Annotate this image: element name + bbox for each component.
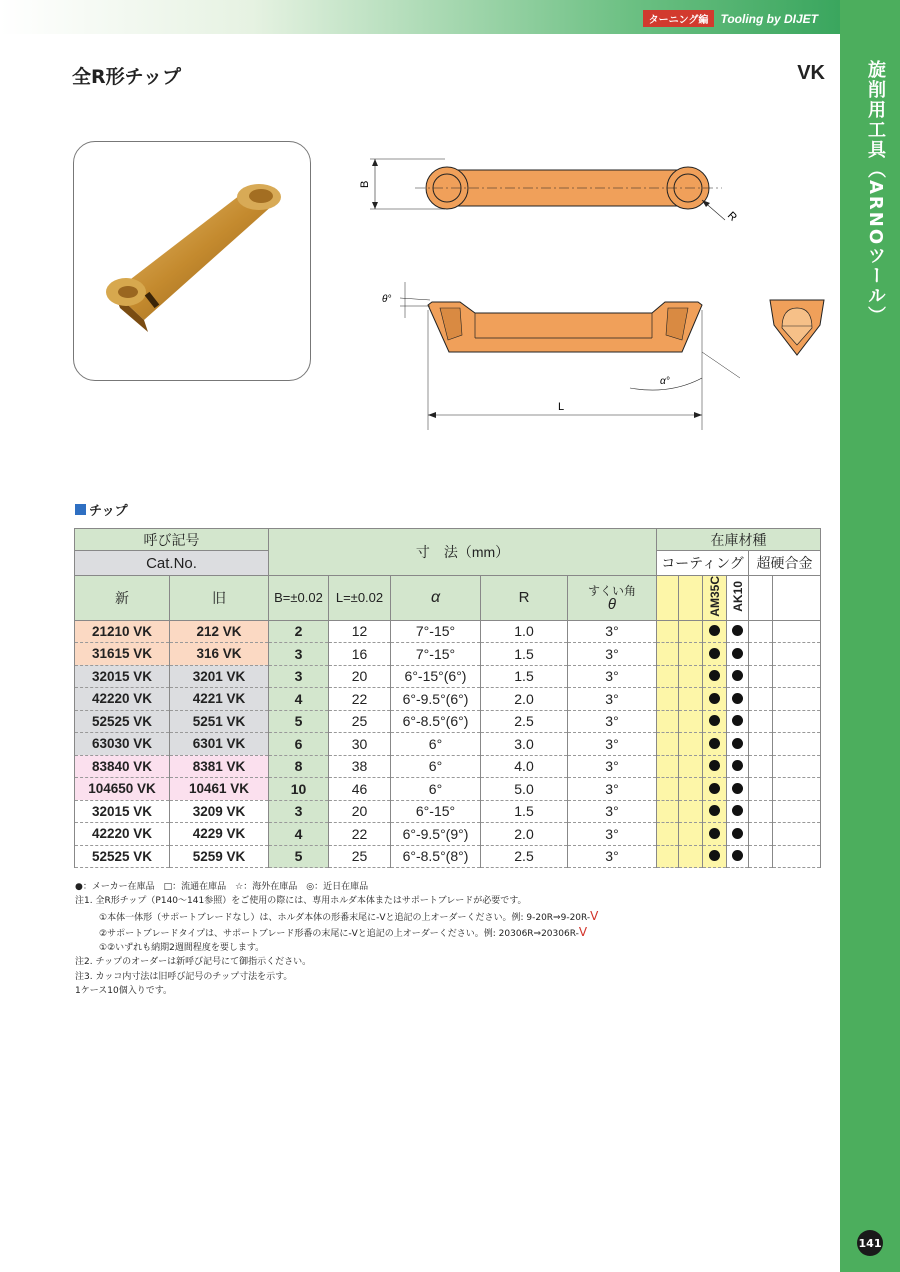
in-stock-dot (732, 670, 743, 681)
stock-cell (657, 710, 679, 733)
header-new: 新 (75, 576, 170, 621)
product-photo (73, 141, 311, 381)
cell-alpha: 6°-8.5°(6°) (391, 710, 481, 733)
cell-L: 16 (329, 643, 391, 666)
in-stock-dot (732, 850, 743, 861)
spec-table (74, 528, 821, 868)
stock-cell (679, 643, 703, 666)
legend-note: ●：メーカー在庫品 □：流通在庫品 ☆：海外在庫品 ◎：近日在庫品 (75, 882, 369, 892)
cell-alpha: 6°-9.5°(6°) (391, 688, 481, 711)
cell-alpha: 6°-15°(6°) (391, 665, 481, 688)
cell-R: 1.5 (481, 643, 568, 666)
stock-ak10 (727, 778, 749, 801)
cell-old: 3209 VK (170, 800, 269, 823)
cell-new: 63030 VK (75, 733, 170, 756)
cell-theta: 3° (568, 643, 657, 666)
in-stock-dot (709, 805, 720, 816)
stock-cell (749, 733, 773, 756)
cell-new: 52525 VK (75, 710, 170, 733)
header-R: R (481, 576, 568, 621)
cell-B: 5 (269, 845, 329, 868)
cell-new: 52525 VK (75, 845, 170, 868)
stock-am35c (703, 710, 727, 733)
cell-theta: 3° (568, 845, 657, 868)
dim-R-label: R (724, 209, 739, 224)
header-name: 呼び記号 (75, 529, 269, 551)
stock-ak10 (727, 643, 749, 666)
cell-alpha: 6° (391, 733, 481, 756)
cell-old: 212 VK (170, 620, 269, 643)
in-stock-dot (732, 738, 743, 749)
stock-cell (749, 665, 773, 688)
insert-photo-image (74, 142, 310, 380)
top-banner (0, 0, 840, 34)
cell-theta: 3° (568, 688, 657, 711)
in-stock-dot (709, 670, 720, 681)
end-view (770, 300, 824, 355)
in-stock-dot (709, 850, 720, 861)
cell-old: 8381 VK (170, 755, 269, 778)
stock-cell (657, 733, 679, 756)
stock-cell (773, 688, 821, 711)
cell-old: 5251 VK (170, 710, 269, 733)
cell-B: 5 (269, 710, 329, 733)
stock-cell (773, 733, 821, 756)
page-number: 141 (857, 1230, 883, 1256)
stock-ak10 (727, 755, 749, 778)
stock-cell (749, 800, 773, 823)
dimension-drawing (330, 140, 835, 440)
cell-new: 21210 VK (75, 620, 170, 643)
note-2: 注2. チップのオーダーは新呼び記号にて御指示ください。 (75, 957, 312, 968)
dim-L-label: L (558, 401, 565, 413)
header-catno: Cat.No. (75, 551, 269, 576)
table-body (75, 620, 821, 868)
cell-alpha: 6° (391, 778, 481, 801)
in-stock-dot (709, 738, 720, 749)
cell-new: 31615 VK (75, 643, 170, 666)
section-title: チップ (89, 504, 128, 519)
cell-B: 3 (269, 800, 329, 823)
stock-cell (657, 800, 679, 823)
header-coating: コーティング (657, 551, 749, 576)
cell-B: 10 (269, 778, 329, 801)
cell-L: 46 (329, 778, 391, 801)
cell-R: 2.5 (481, 710, 568, 733)
stock-cell (679, 665, 703, 688)
cell-B: 8 (269, 755, 329, 778)
stock-cell (749, 710, 773, 733)
cell-new: 42220 VK (75, 823, 170, 846)
cell-theta: 3° (568, 710, 657, 733)
cell-theta: 3° (568, 778, 657, 801)
stock-ak10 (727, 620, 749, 643)
stock-cell (773, 755, 821, 778)
in-stock-dot (732, 648, 743, 659)
cell-R: 1.5 (481, 800, 568, 823)
sidebar-category: 旋削用工具（ARNOツール） (865, 60, 886, 327)
header-stock: 在庫材種 (657, 529, 821, 551)
table-row (75, 800, 821, 823)
stock-cell (749, 688, 773, 711)
stock-cell (749, 620, 773, 643)
header-rake (568, 576, 657, 621)
page-title: 全R形チップ (72, 66, 182, 88)
cell-theta: 3° (568, 755, 657, 778)
stock-am35c (703, 778, 727, 801)
cell-theta: 3° (568, 800, 657, 823)
in-stock-dot (709, 783, 720, 794)
stock-cell (679, 778, 703, 801)
cell-old: 316 VK (170, 643, 269, 666)
stock-am35c (703, 800, 727, 823)
stock-cell (679, 620, 703, 643)
header-alpha: α (391, 576, 481, 621)
side-view (382, 282, 740, 430)
cell-L: 25 (329, 845, 391, 868)
table-row (75, 845, 821, 868)
cell-new: 42220 VK (75, 688, 170, 711)
stock-ak10 (727, 733, 749, 756)
note-1: 注1. 全R形チップ（P140〜141参照）をご使用の際には、専用ホルダ本体またはサポートブレードが必要です。 (75, 896, 527, 907)
stock-cell (679, 688, 703, 711)
stock-cell (657, 643, 679, 666)
stock-am35c (703, 845, 727, 868)
product-code: VK (797, 62, 825, 84)
stock-cell (657, 620, 679, 643)
note-1a: ①本体一体形（サポートブレードなし）は、ホルダ本体の形番末尾に-Vと追記の上オーダーください。例: 9-20R⇒9-20R-V (99, 908, 599, 923)
stock-ak10 (727, 823, 749, 846)
cell-R: 5.0 (481, 778, 568, 801)
cell-L: 30 (329, 733, 391, 756)
top-view (359, 159, 739, 224)
cell-alpha: 6°-8.5°(8°) (391, 845, 481, 868)
cell-L: 22 (329, 823, 391, 846)
dim-B-label: B (359, 180, 371, 188)
header-ak10: AK10 (727, 576, 749, 621)
brand-text: Tooling by DIJET (720, 11, 818, 26)
stock-cell (773, 845, 821, 868)
cell-B: 3 (269, 665, 329, 688)
in-stock-dot (732, 715, 743, 726)
stock-am35c (703, 665, 727, 688)
alpha-label: α° (660, 376, 670, 387)
cell-R: 2.0 (481, 688, 568, 711)
in-stock-dot (709, 715, 720, 726)
stock-cell (657, 755, 679, 778)
cell-B: 2 (269, 620, 329, 643)
cell-R: 1.0 (481, 620, 568, 643)
notes (75, 880, 598, 998)
cell-theta: 3° (568, 823, 657, 846)
table-row (75, 688, 821, 711)
in-stock-dot (732, 693, 743, 704)
technical-drawing (330, 140, 835, 440)
cell-old: 5259 VK (170, 845, 269, 868)
stock-ak10 (727, 665, 749, 688)
cell-theta: 3° (568, 665, 657, 688)
cell-R: 3.0 (481, 733, 568, 756)
cell-alpha: 6° (391, 755, 481, 778)
in-stock-dot (709, 760, 720, 771)
header-B: B=±0.02 (269, 576, 329, 621)
stock-cell (657, 665, 679, 688)
theta-label: θ° (382, 294, 392, 305)
stock-cell (749, 755, 773, 778)
category-tag: ターニング編 (643, 10, 715, 27)
cell-R: 4.0 (481, 755, 568, 778)
header-carbide: 超硬合金 (749, 551, 821, 576)
stock-cell (679, 710, 703, 733)
in-stock-dot (732, 760, 743, 771)
sidebar (840, 0, 900, 1272)
in-stock-dot (709, 693, 720, 704)
stock-cell (657, 823, 679, 846)
in-stock-dot (709, 828, 720, 839)
table-row (75, 665, 821, 688)
stock-cell (749, 778, 773, 801)
cell-new: 32015 VK (75, 800, 170, 823)
stock-cell (749, 845, 773, 868)
table-row (75, 733, 821, 756)
in-stock-dot (732, 805, 743, 816)
stock-cell (679, 755, 703, 778)
in-stock-dot (732, 828, 743, 839)
stock-cell (657, 845, 679, 868)
stock-cell (657, 778, 679, 801)
cell-B: 4 (269, 823, 329, 846)
stock-cell (773, 643, 821, 666)
in-stock-dot (709, 648, 720, 659)
stock-cell (679, 733, 703, 756)
cell-old: 10461 VK (170, 778, 269, 801)
in-stock-dot (732, 783, 743, 794)
stock-cell (679, 845, 703, 868)
cell-B: 3 (269, 643, 329, 666)
cell-new: 104650 VK (75, 778, 170, 801)
cell-alpha: 7°-15° (391, 620, 481, 643)
table-row (75, 710, 821, 733)
in-stock-dot (709, 625, 720, 636)
note-4: 1ケース10個入りです。 (75, 986, 173, 997)
cell-alpha: 6°-15° (391, 800, 481, 823)
stock-cell (773, 778, 821, 801)
stock-cell (773, 823, 821, 846)
header-dimensions: 寸 法（mm） (269, 529, 657, 576)
stock-cell (773, 710, 821, 733)
note-3: 注3. カッコ内寸法は旧呼び記号のチップ寸法を示す。 (75, 971, 293, 982)
cell-old: 3201 VK (170, 665, 269, 688)
stock-am35c (703, 755, 727, 778)
cell-L: 22 (329, 688, 391, 711)
note-1c: ①②いずれも納期2週間程度を要します。 (99, 943, 265, 954)
cell-L: 20 (329, 665, 391, 688)
stock-ak10 (727, 800, 749, 823)
stock-am35c (703, 643, 727, 666)
stock-ak10 (727, 688, 749, 711)
cell-B: 4 (269, 688, 329, 711)
cell-alpha: 6°-9.5°(9°) (391, 823, 481, 846)
header-rake-label: すくい角 (587, 583, 636, 598)
cell-new: 83840 VK (75, 755, 170, 778)
stock-cell (657, 688, 679, 711)
in-stock-dot (732, 625, 743, 636)
stock-am35c (703, 823, 727, 846)
stock-cell (749, 643, 773, 666)
brand (643, 10, 818, 27)
stock-cell (773, 620, 821, 643)
table-row (75, 620, 821, 643)
cell-B: 6 (269, 733, 329, 756)
cell-alpha: 7°-15° (391, 643, 481, 666)
table-row (75, 823, 821, 846)
stock-am35c (703, 688, 727, 711)
table-row (75, 643, 821, 666)
stock-ak10 (727, 710, 749, 733)
table-row (75, 778, 821, 801)
cell-R: 2.0 (481, 823, 568, 846)
cell-L: 38 (329, 755, 391, 778)
stock-cell (749, 823, 773, 846)
cell-old: 4221 VK (170, 688, 269, 711)
header-L: L=±0.02 (329, 576, 391, 621)
header-theta: θ (607, 595, 617, 613)
section-heading (75, 500, 128, 519)
cell-theta: 3° (568, 620, 657, 643)
stock-ak10 (727, 845, 749, 868)
section-marker (75, 504, 86, 515)
stock-cell (773, 800, 821, 823)
header-old: 旧 (170, 576, 269, 621)
stock-cell (773, 665, 821, 688)
cell-old: 4229 VK (170, 823, 269, 846)
note-1b: ②サポートブレードタイプは、サポートブレード形番の末尾に-Vと追記の上オーダーください。例: 20306R⇒20306R-V (99, 924, 588, 939)
header-am35c: AM35C (703, 576, 727, 621)
table-row (75, 755, 821, 778)
cell-L: 12 (329, 620, 391, 643)
cell-theta: 3° (568, 733, 657, 756)
cell-L: 20 (329, 800, 391, 823)
cell-new: 32015 VK (75, 665, 170, 688)
cell-R: 2.5 (481, 845, 568, 868)
stock-cell (679, 800, 703, 823)
cell-R: 1.5 (481, 665, 568, 688)
cell-L: 25 (329, 710, 391, 733)
stock-am35c (703, 733, 727, 756)
stock-cell (679, 823, 703, 846)
stock-am35c (703, 620, 727, 643)
cell-old: 6301 VK (170, 733, 269, 756)
